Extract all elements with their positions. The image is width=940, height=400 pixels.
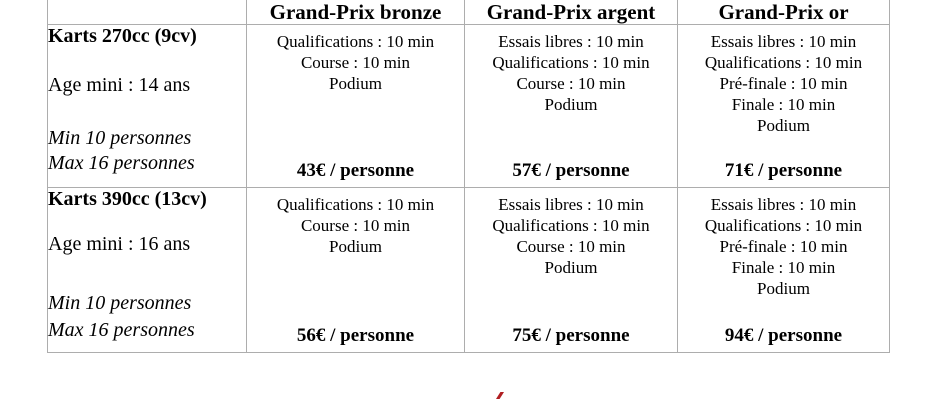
program-line: Podium: [329, 74, 382, 93]
header-grand-prix-argent: Grand-Prix argent: [465, 0, 678, 25]
offer-cell-270cc-or: [678, 25, 890, 188]
program-list: [247, 25, 464, 94]
offer-cell-390cc-bronze: [247, 188, 465, 353]
price-per-person: 57€ / personne: [512, 160, 630, 181]
offer-cell-390cc-or: [678, 188, 890, 353]
program-line: Finale : 10 min: [731, 95, 836, 114]
kart-max-persons: Max 16 personnes: [48, 319, 195, 341]
header-empty-cell: [48, 0, 247, 25]
program-line: Course : 10 min: [300, 216, 411, 235]
kart-row-270cc: [48, 25, 890, 188]
program-line: Pré-finale : 10 min: [719, 237, 848, 256]
program-line: Finale : 10 min: [731, 258, 836, 277]
program-line: Course : 10 min: [516, 74, 626, 93]
kart-age-mini: Age mini : 14 ans: [48, 74, 191, 96]
program-line: Essais libres : 10 min: [498, 32, 644, 51]
header-grand-prix-or: Grand-Prix or: [678, 0, 890, 25]
program-line: Essais libres : 10 min: [498, 195, 644, 214]
offer-cell-270cc-bronze: [247, 25, 465, 188]
program-line: Course : 10 min: [516, 237, 626, 256]
kart-min-persons: Min 10 personnes: [48, 292, 192, 314]
karting-price-table: [47, 0, 890, 353]
kart-title: Karts 270cc (9cv): [48, 25, 197, 47]
program-line: Podium: [757, 116, 810, 135]
program-line: Podium: [544, 95, 598, 114]
header-row: [48, 0, 890, 25]
kart-info-cell-390cc: [48, 188, 247, 353]
offer-cell-390cc-argent: [465, 188, 678, 353]
kart-info-cell-270cc: [48, 25, 247, 188]
cutoff-red-text-accent: [496, 392, 504, 399]
kart-age-mini: Age mini : 16 ans: [48, 233, 191, 255]
program-list: [247, 188, 464, 257]
kart-min-persons: Min 10 personnes: [48, 127, 192, 149]
price-per-person: 71€ / personne: [724, 160, 843, 181]
price-per-person: 75€ / personne: [512, 325, 630, 346]
program-line: Qualifications : 10 min: [704, 216, 863, 235]
program-list: [678, 188, 889, 299]
price-per-person: 94€ / personne: [724, 325, 843, 346]
price-per-person: 56€ / personne: [296, 325, 415, 346]
price-per-person: 43€ / personne: [296, 160, 415, 181]
program-line: Podium: [544, 258, 598, 277]
kart-title: Karts 390cc (13cv): [48, 188, 207, 210]
program-list: [465, 25, 677, 115]
program-list: [678, 25, 889, 136]
program-line: Qualifications : 10 min: [492, 53, 650, 72]
header-grand-prix-bronze: Grand-Prix bronze: [247, 0, 465, 25]
program-line: Course : 10 min: [300, 53, 411, 72]
program-line: Pré-finale : 10 min: [719, 74, 848, 93]
program-line: Podium: [757, 279, 810, 298]
offer-cell-270cc-argent: [465, 25, 678, 188]
program-line: Podium: [329, 237, 382, 256]
program-line: Qualifications : 10 min: [276, 195, 435, 214]
kart-row-390cc: [48, 188, 890, 353]
program-line: Qualifications : 10 min: [704, 53, 863, 72]
program-line: Qualifications : 10 min: [492, 216, 650, 235]
program-line: Qualifications : 10 min: [276, 32, 435, 51]
program-line: Essais libres : 10 min: [710, 195, 857, 214]
program-list: [465, 188, 677, 278]
program-line: Essais libres : 10 min: [710, 32, 857, 51]
kart-max-persons: Max 16 personnes: [48, 152, 195, 174]
